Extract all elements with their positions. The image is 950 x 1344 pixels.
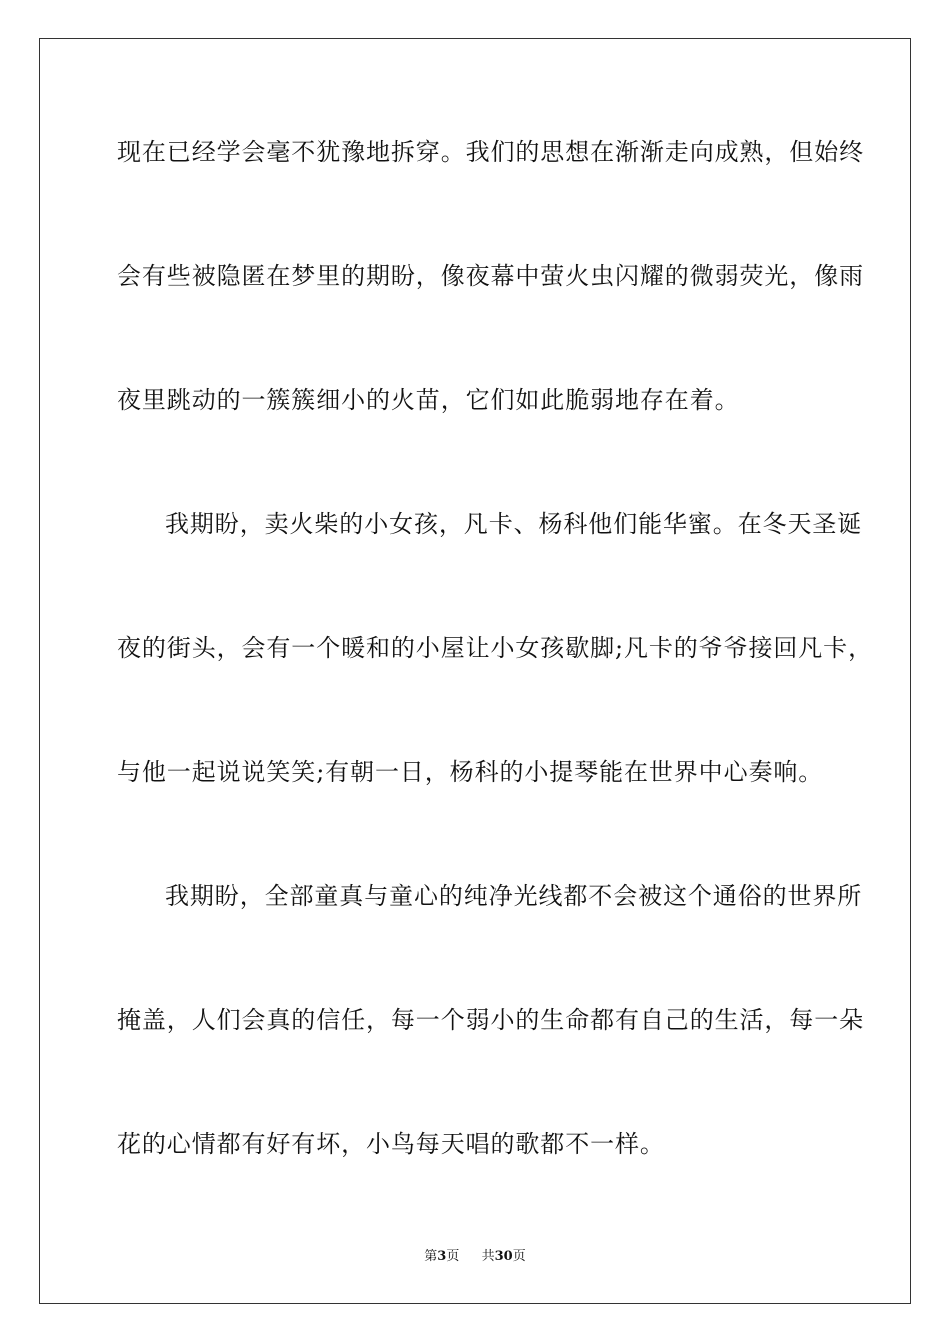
text-line-2: 会有些被隐匿在梦里的期盼，像夜幕中萤火虫闪耀的微弱荧光，像雨 xyxy=(117,262,864,290)
text-line-7: 我期盼，全部童真与童心的纯净光线都不会被这个通俗的世界所 xyxy=(165,882,863,910)
footer-total-pages: 30 xyxy=(494,1249,513,1264)
text-line-4: 我期盼，卖火柴的小女孩，凡卡、杨科他们能华蜜。在冬天圣诞 xyxy=(165,510,863,538)
footer-page-prefix: 第 xyxy=(424,1249,438,1264)
text-line-5: 夜的街头，会有一个暖和的小屋让小女孩歇脚;凡卡的爷爷接回凡卡， xyxy=(117,634,873,662)
footer-page-number: 3 xyxy=(437,1249,447,1264)
text-line-8: 掩盖，人们会真的信任，每一个弱小的生命都有自己的生活，每一朵 xyxy=(117,1006,864,1034)
footer-page-suffix: 页 xyxy=(446,1249,460,1264)
text-line-6: 与他一起说说笑笑;有朝一日，杨科的小提琴能在世界中心奏响。 xyxy=(117,758,824,786)
text-line-1: 现在已经学会毫不犹豫地拆穿。我们的思想在渐渐走向成熟，但始终 xyxy=(117,138,864,166)
page-border xyxy=(39,38,911,1304)
footer-total-suffix: 页 xyxy=(512,1249,526,1264)
page-footer xyxy=(0,1248,950,1266)
text-line-3: 夜里跳动的一簇簇细小的火苗，它们如此脆弱地存在着。 xyxy=(117,386,740,414)
text-line-9: 花的心情都有好有坏，小鸟每天唱的歌都不一样。 xyxy=(117,1130,665,1158)
footer-total-prefix: 共 xyxy=(481,1249,495,1264)
